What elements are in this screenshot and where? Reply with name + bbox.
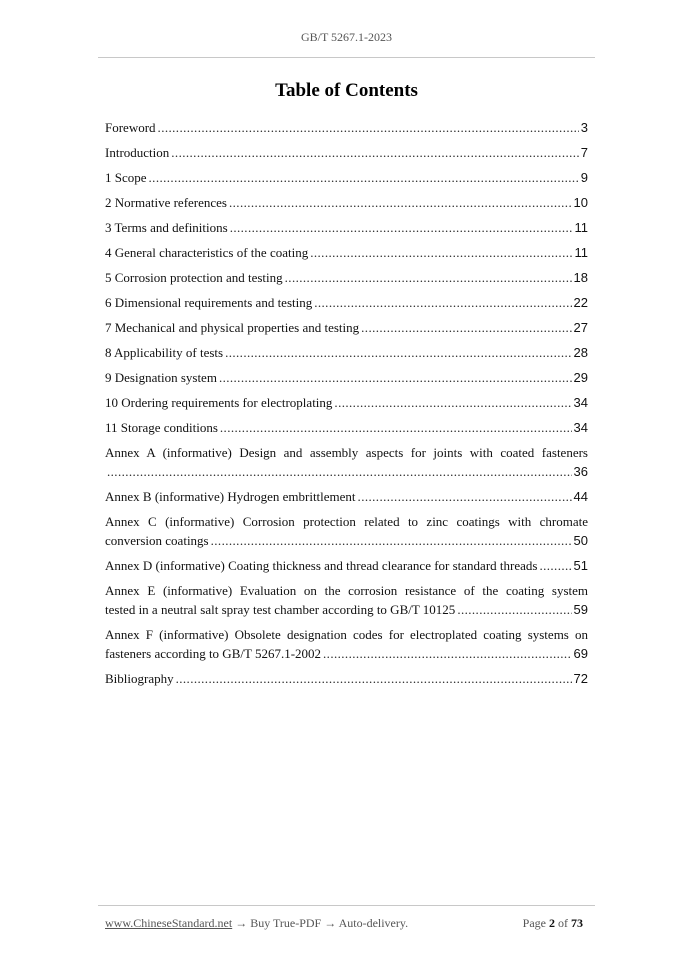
dot-leader xyxy=(230,218,573,237)
page-current: 2 xyxy=(549,916,555,930)
page-of: of xyxy=(558,916,568,930)
toc-entry-dimensional-requirements[interactable] xyxy=(105,293,588,312)
dot-leader xyxy=(314,293,571,312)
dot-leader xyxy=(361,318,571,337)
dot-leader xyxy=(220,418,572,437)
toc-entry-annex-f[interactable] xyxy=(105,625,588,663)
toc-entry-introduction[interactable] xyxy=(105,143,588,162)
dot-leader xyxy=(176,669,572,688)
toc-entry-page: 9 xyxy=(580,170,588,185)
toc-entry-page: 29 xyxy=(573,370,588,385)
dot-leader xyxy=(171,143,579,162)
dot-leader xyxy=(229,193,572,212)
dot-leader xyxy=(539,556,571,575)
toc-entry-title: Annex B (informative) Hydrogen embrittlement xyxy=(105,489,356,504)
running-header: GB/T 5267.1-2023 xyxy=(300,30,393,44)
toc-entry-page: 72 xyxy=(573,671,588,686)
toc-entry-annex-d[interactable] xyxy=(105,556,588,575)
toc-entry-title: 8 Applicability of tests xyxy=(105,345,224,360)
header-rule xyxy=(98,57,595,58)
toc-entry-title: Foreword xyxy=(105,120,156,135)
toc-entry-annex-c[interactable] xyxy=(105,512,588,550)
toc-entry-page: 50 xyxy=(573,533,588,548)
toc-entry-scope[interactable] xyxy=(105,168,588,187)
dot-leader xyxy=(107,462,572,481)
dot-leader xyxy=(285,268,572,287)
toc-entry-page: 44 xyxy=(573,489,588,504)
toc-entry-bibliography[interactable] xyxy=(105,669,588,688)
toc-entry-page: 34 xyxy=(573,420,588,435)
toc-entry-title-line2: conversion coatings xyxy=(105,533,209,548)
toc-entry-terms-definitions[interactable] xyxy=(105,218,588,237)
dot-leader xyxy=(310,243,572,262)
toc-entry-page: 3 xyxy=(580,120,588,135)
dot-leader xyxy=(358,487,572,506)
toc-entry-title-line1: Annex E (informative) Evaluation on the corrosion resistance of the coating system xyxy=(105,583,588,598)
toc-entry-page: 27 xyxy=(573,320,588,335)
toc-entry-page: 28 xyxy=(573,345,588,360)
toc-entry-applicability-of-tests[interactable] xyxy=(105,343,588,362)
toc-entry-title-line1: Annex C (informative) Corrosion protection related to zinc coatings with chromate xyxy=(105,514,588,529)
toc-entry-title: 4 General characteristics of the coating xyxy=(105,245,309,260)
toc-entry-title: 7 Mechanical and physical properties and testing xyxy=(105,320,360,335)
footer-promo xyxy=(105,916,408,931)
toc-entry-storage-conditions[interactable] xyxy=(105,418,588,437)
toc-entry-annex-e[interactable] xyxy=(105,581,588,619)
dot-leader xyxy=(323,644,572,663)
toc-entry-title: Annex D (informative) Coating thickness and thread clearance for standard threads xyxy=(105,558,538,573)
toc-entry-title: Introduction xyxy=(105,145,170,160)
toc-entry-designation-system[interactable] xyxy=(105,368,588,387)
table-of-contents xyxy=(105,118,588,694)
toc-entry-general-characteristics[interactable] xyxy=(105,243,588,262)
page-number xyxy=(523,916,583,931)
toc-entry-page: 10 xyxy=(573,195,588,210)
toc-entry-page: 34 xyxy=(573,395,588,410)
toc-entry-title: Bibliography xyxy=(105,671,174,686)
toc-entry-title: 3 Terms and definitions xyxy=(105,220,228,235)
toc-entry-title: 6 Dimensional requirements and testing xyxy=(105,295,313,310)
toc-entry-title-line1: Annex A (informative) Design and assembly aspects for joints with coated fasteners xyxy=(105,445,588,460)
toc-entry-title: 1 Scope xyxy=(105,170,147,185)
toc-entry-title: 10 Ordering requirements for electroplating xyxy=(105,395,333,410)
toc-entry-ordering-requirements[interactable] xyxy=(105,393,588,412)
dot-leader xyxy=(457,600,571,619)
toc-entry-title-line2: fasteners according to GB/T 5267.1-2002 xyxy=(105,646,322,661)
toc-entry-annex-a[interactable] xyxy=(105,443,588,481)
toc-entry-page: 11 xyxy=(574,220,588,235)
toc-entry-page: 51 xyxy=(573,558,588,573)
page-title: Table of Contents xyxy=(275,80,418,101)
dot-leader xyxy=(219,368,572,387)
toc-entry-page: 69 xyxy=(573,646,588,661)
toc-entry-title-line1: Annex F (informative) Obsolete designation codes for electroplated coating systems on xyxy=(105,627,588,642)
page-total: 73 xyxy=(571,916,583,930)
toc-entry-mechanical-properties[interactable] xyxy=(105,318,588,337)
toc-entry-title-line2: tested in a neutral salt spray test chamber according to GB/T 10125 xyxy=(105,602,456,617)
toc-entry-title: 9 Designation system xyxy=(105,370,217,385)
dot-leader xyxy=(149,168,579,187)
toc-entry-corrosion-protection[interactable] xyxy=(105,268,588,287)
toc-entry-normative-references[interactable] xyxy=(105,193,588,212)
toc-entry-page: 7 xyxy=(580,145,588,160)
toc-entry-title: 2 Normative references xyxy=(105,195,227,210)
toc-entry-page: 22 xyxy=(573,295,588,310)
footer-promo-text: → Buy True-PDF → Auto-delivery. xyxy=(232,916,409,930)
site-link[interactable]: www.ChineseStandard.net xyxy=(105,916,233,930)
dot-leader xyxy=(334,393,571,412)
toc-entry-page: 59 xyxy=(573,602,588,617)
footer-rule xyxy=(98,905,595,906)
dot-leader xyxy=(158,118,579,137)
toc-entry-page: 36 xyxy=(573,464,588,479)
toc-entry-annex-b[interactable] xyxy=(105,487,588,506)
toc-entry-title: 5 Corrosion protection and testing xyxy=(105,270,283,285)
toc-entry-title: 11 Storage conditions xyxy=(105,420,218,435)
toc-entry-page: 11 xyxy=(574,245,588,260)
toc-entry-page: 18 xyxy=(573,270,588,285)
toc-entry-foreword[interactable] xyxy=(105,118,588,137)
page-label: Page xyxy=(522,916,546,930)
dot-leader xyxy=(211,531,572,550)
dot-leader xyxy=(225,343,571,362)
